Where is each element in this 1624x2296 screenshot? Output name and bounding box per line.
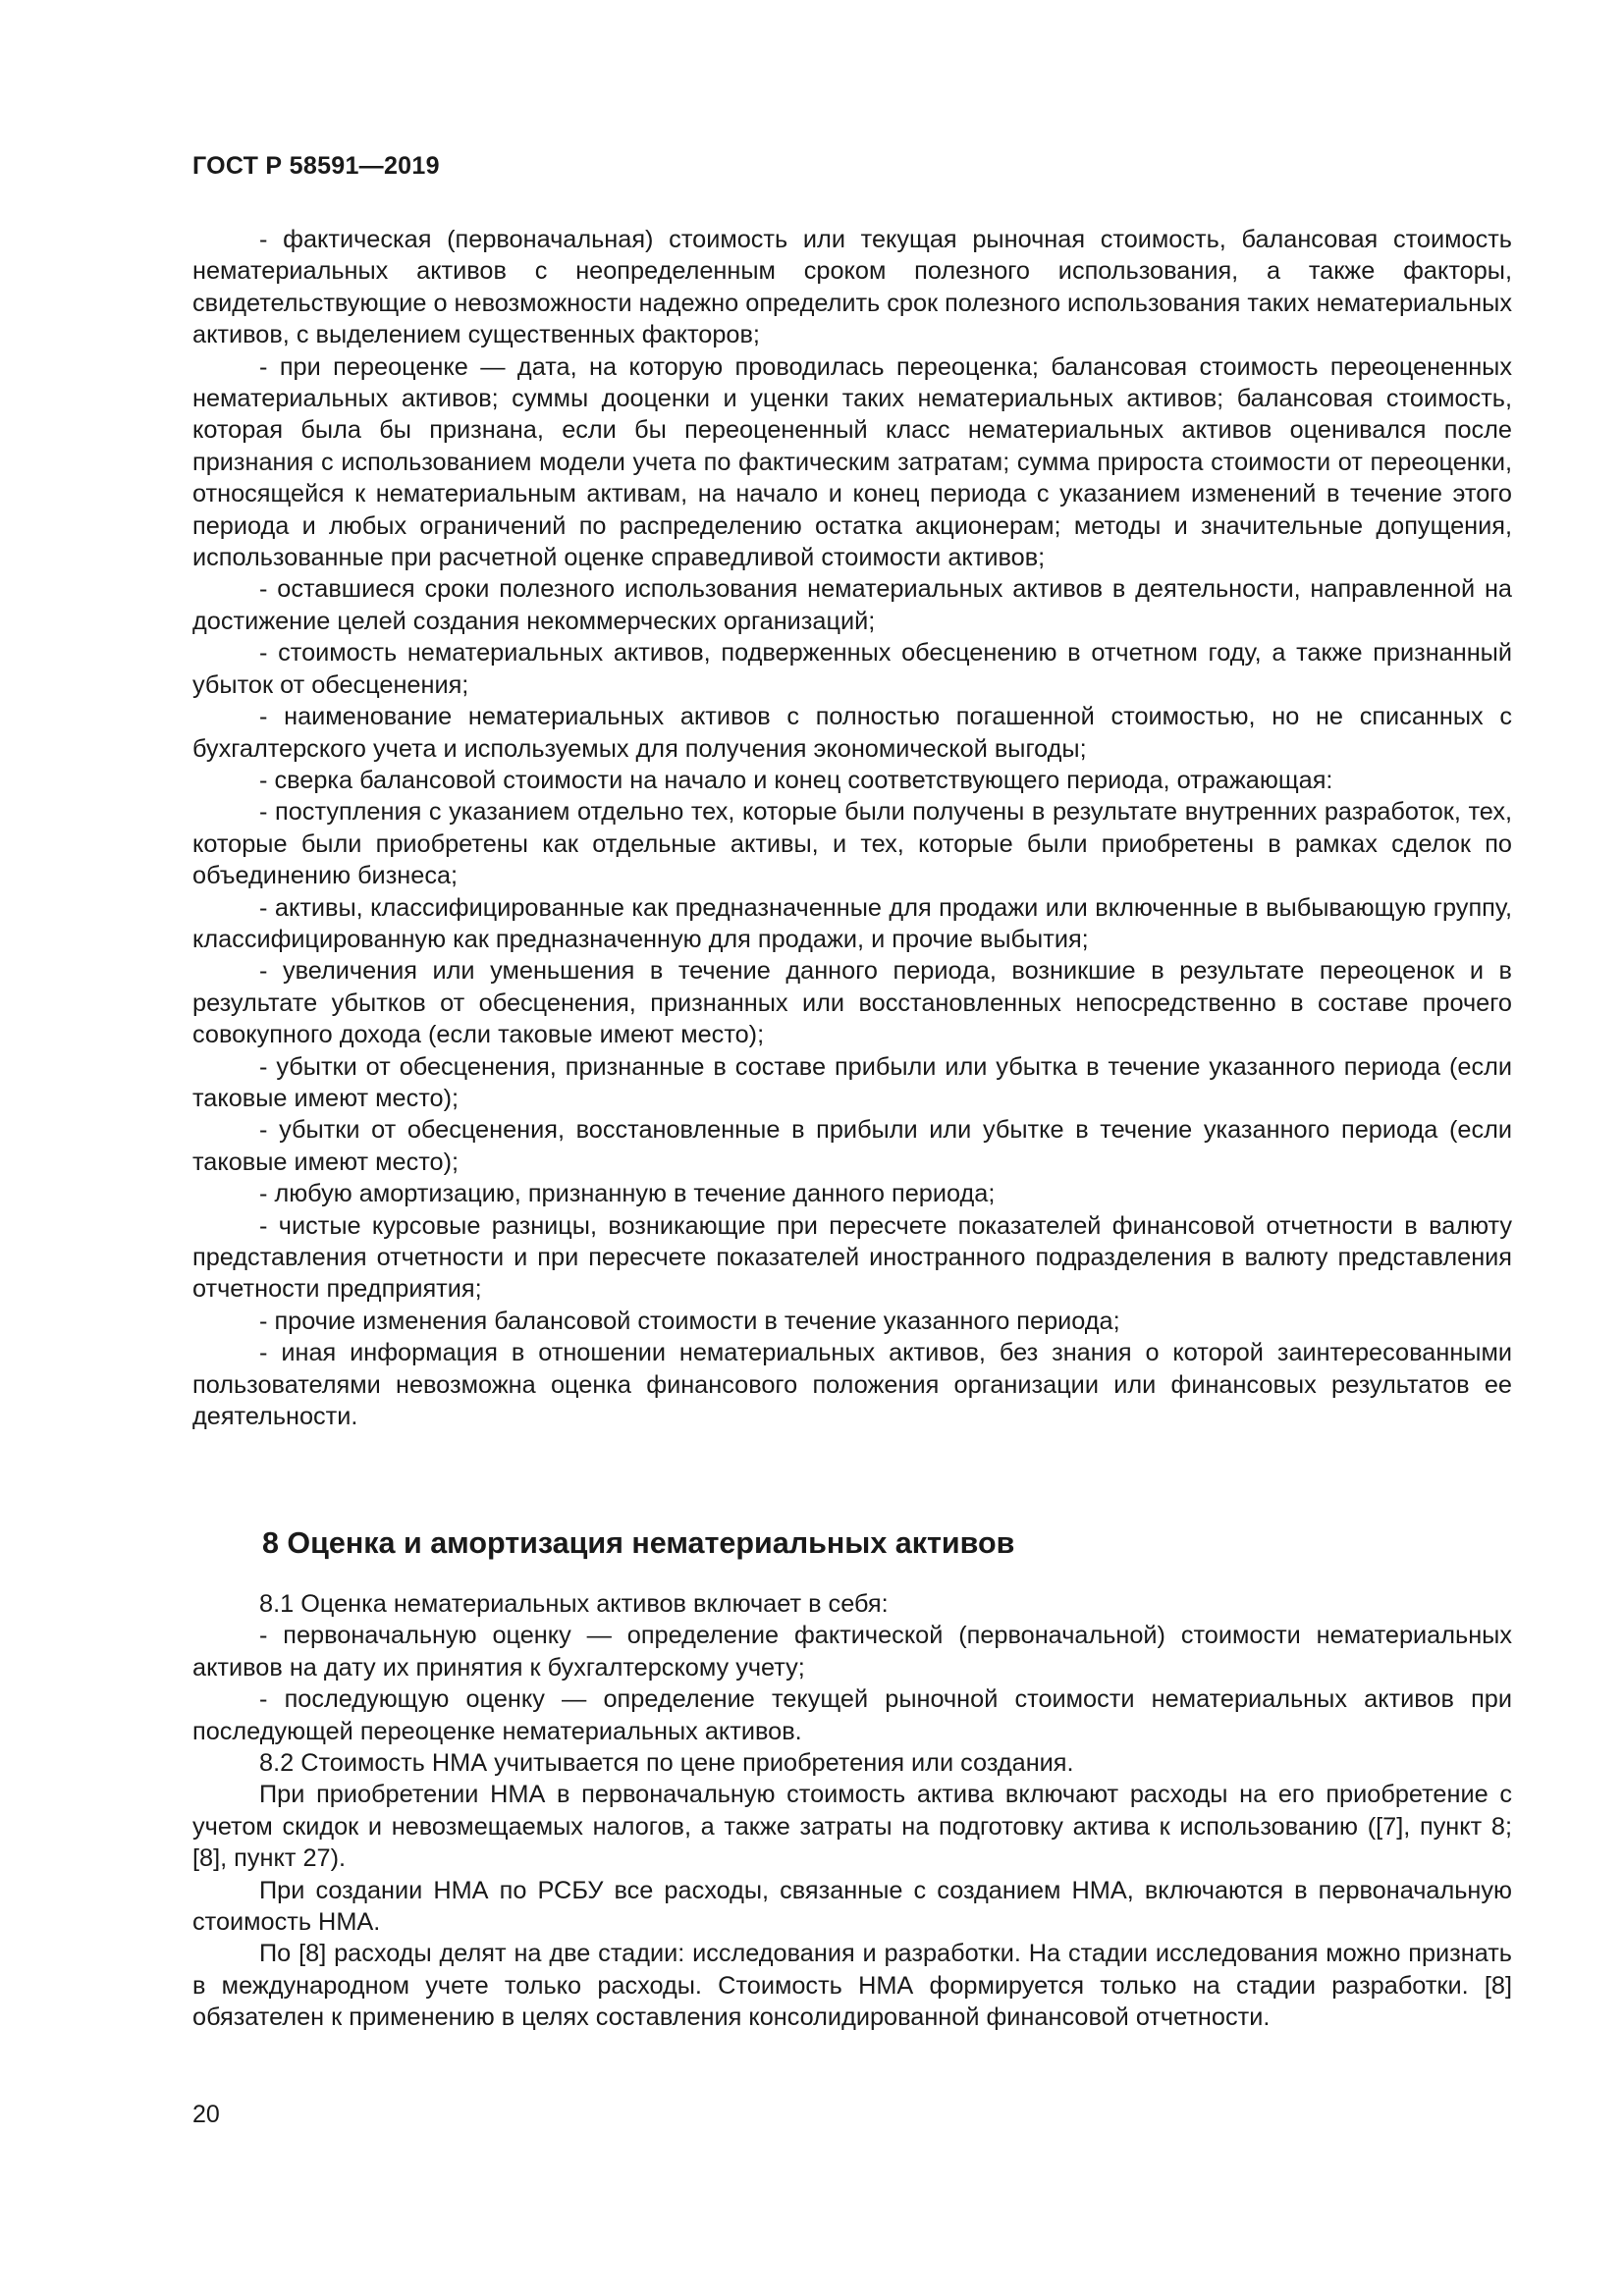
paragraph: При приобретении НМА в первоначальную стоимость актива включают расходы на его приобретение с учетом скидок и невозмещаемых налогов, а также затраты на подготовку актива к использованию ([7], пункт 8; [8], пункт 27).	[192, 1781, 1512, 1873]
paragraph: - стоимость нематериальных активов, подверженных обесценению в отчетном году, а также признанный убыток от обесценения;	[192, 639, 1512, 699]
paragraph: - иная информация в отношении нематериальных активов, без знания о которой заинтересованными пользователями невозможна оценка финансового положения организации или финансовых результатов ее деятельности.	[192, 1339, 1512, 1431]
paragraph: - чистые курсовые разницы, возникающие при пересчете показателей финансовой отчетности в валюту представления отчетности и при пересчете показателей иностранного подразделения в валюту представления отчетности предприятия;	[192, 1211, 1512, 1304]
paragraph: - наименование нематериальных активов с полностью погашенной стоимостью, но не списанных с бухгалтерского учета и используемых для получения экономической выгоды;	[192, 703, 1512, 763]
paragraph: - увеличения или уменьшения в течение данного периода, возникшие в результате переоценок и в результате убытков от обесценения, признанных или восстановленных непосредственно в составе прочего совокупного дохода (если таковые имеют место);	[192, 957, 1512, 1049]
paragraph: - первоначальную оценку — определение фактической (первоначальной) стоимости нематериальных активов на дату их принятия к бухгалтерскому учету;	[192, 1622, 1512, 1682]
section-8-body	[192, 1588, 1512, 2034]
document-header: ГОСТ Р 58591—2019	[192, 152, 440, 180]
paragraph: - активы, классифицированные как предназначенные для продажи или включенные в выбывающую группу, классифицированную как предназначенную для продажи, и прочие выбытия;	[192, 893, 1512, 953]
paragraph: По [8] расходы делят на две стадии: исследования и разработки. На стадии исследования можно признать в международном учете только расходы. Стоимость НМА формируется только на стадии разработки. [8] обязателен к применению в целях составления консолидированной финансовой отчетности.	[192, 1940, 1512, 2032]
paragraph: - убытки от обесценения, восстановленные в прибыли или убытке в течение указанного периода (если таковые имеют место);	[192, 1116, 1512, 1176]
paragraph: При создании НМА по РСБУ все расходы, связанные с созданием НМА, включаются в первоначальную стоимость НМА.	[192, 1876, 1512, 1937]
section-heading: 8 Оценка и амортизация нематериальных активов	[262, 1526, 1015, 1560]
disclosure-list	[192, 224, 1512, 1432]
paragraph: 8.1 Оценка нематериальных активов включает в себя:	[259, 1590, 889, 1618]
paragraph: - убытки от обесценения, признанные в составе прибыли или убытка в течение указанного периода (если таковые имеют место);	[192, 1052, 1512, 1112]
paragraph: - фактическая (первоначальная) стоимость или текущая рыночная стоимость, балансовая стоимость нематериальных активов с неопределенным сроком полезного использования, а также факторы, свидетельствующие о невозможности надежно определить срок полезного использования таких нематериальных активов, с выделением существенных факторов;	[192, 226, 1512, 349]
paragraph: - оставшиеся сроки полезного использования нематериальных активов в деятельности, направленной на достижение целей создания некоммерческих организаций;	[192, 575, 1512, 635]
paragraph: - прочие изменения балансовой стоимости в течение указанного периода;	[259, 1307, 1120, 1335]
paragraph: - любую амортизацию, признанную в течение данного периода;	[259, 1180, 996, 1208]
paragraph: - при переоценке — дата, на которую проводилась переоценка; балансовая стоимость переоцененных нематериальных активов; суммы дооценки и уценки таких нематериальных активов; балансовая стоимость, которая была бы признана, если бы переоцененный класс нематериальных активов оценивался после признания с использованием модели учета по фактическим затратам; сумма прироста стоимости от переоценки, относящейся к нематериальным активам, на начало и конец периода с указанием изменений в течение этого периода и любых ограничений по распределению остатка акционерам; методы и значительные допущения, использованные при расчетной оценке справедливой стоимости активов;	[192, 352, 1512, 572]
paragraph: - поступления с указанием отдельно тех, которые были получены в результате внутренних разработок, тех, которые были приобретены как отдельные активы, и тех, которые были приобретены в рамках сделок по объединению бизнеса;	[192, 798, 1512, 890]
paragraph: - последующую оценку — определение текущей рыночной стоимости нематериальных активов при последующей переоценке нематериальных активов.	[192, 1685, 1512, 1745]
paragraph: - сверка балансовой стоимости на начало и конец соответствующего периода, отражающая:	[259, 766, 1333, 794]
paragraph: 8.2 Стоимость НМА учитывается по цене приобретения или создания.	[259, 1749, 1074, 1778]
page-number: 20	[192, 2101, 220, 2128]
